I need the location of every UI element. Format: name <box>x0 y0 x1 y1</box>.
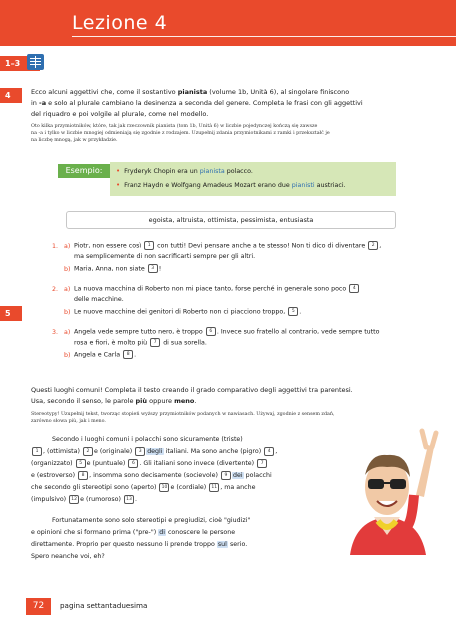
ex5-para1-line5: che secondo gli stereotipi sono (aperto) 10 e (cordiale) 11 , ma anche <box>31 484 256 491</box>
ex5-para1-line2: 1 , (ottimista) 2 e (originale) 3 degli italiani. Ma sono anche (pigro) 4 , <box>31 446 341 457</box>
answer-blank[interactable]: 13 <box>124 495 134 504</box>
item-1a-cont: ma semplicemente di non sacrificarti sempre per gli altri. <box>74 253 256 260</box>
page-number-text: pagina settantaduesima <box>60 601 148 610</box>
item-2a-cont: delle macchine. <box>74 296 124 303</box>
man-in-sunglasses-photo <box>330 425 444 555</box>
ex5-polish-line1: Stereotypy! Uzupełnij tekst, tworząc stopień wyższy przymiotników podanych w nawiasach. Używaj, zgodnie z sensem zdań, <box>31 412 335 417</box>
word-bank: egoista, altruista, ottimista, pessimista, entusiasta <box>66 211 396 229</box>
answer-blank[interactable]: 4 <box>264 447 274 456</box>
example-line-1: • Fryderyk Chopin era un pianista polacco. <box>116 167 253 175</box>
item-3b: b) Angela e Carla 8 . <box>64 351 137 359</box>
answer-blank[interactable]: 6 <box>128 459 138 468</box>
ex4-instruction-line2: in -a e solo al plurale cambiano la desinenza a seconda del genere. Completa le frasi con gli aggettivi <box>31 99 363 107</box>
example-label: Esempio: <box>58 164 110 178</box>
answer-blank[interactable]: 8 <box>78 471 88 480</box>
answer-blank[interactable]: 5 <box>288 307 298 316</box>
answer-blank[interactable]: 10 <box>159 483 169 492</box>
ex5-para2-line3: direttamente. Proprio per questo nessuno li prende troppo sul serio. <box>31 541 248 548</box>
answer-blank[interactable]: 3 <box>135 447 145 456</box>
answer-blank[interactable]: 2 <box>368 241 378 250</box>
tab-exercises-1-3: 1–3 <box>0 56 40 71</box>
item-1a: 1. a) Piotr, non essere così 1 con tutti! Devi pensare anche a te stesso! Non ti dico di diventare 2 , <box>52 242 382 250</box>
answer-blank[interactable]: 7 <box>257 459 267 468</box>
answer-blank[interactable]: 3 <box>148 264 158 273</box>
ex4-polish-line2: na -a i tylko w liczbie mnogiej odmieniają się zgodnie z rodzajem. Uzupełnij zdania przymiotnikami z ramki i przekształć je <box>31 131 330 136</box>
item-1b: b) Maria, Anna, non siate 3 ! <box>64 265 162 273</box>
ex5-para1-line1: Secondo i luoghi comuni i polacchi sono sicuramente (triste) <box>52 436 243 443</box>
answer-blank[interactable]: 1 <box>144 241 154 250</box>
ex4-instruction-line3: del riquadro e poi volgile al plurale, come nel modello. <box>31 110 209 118</box>
item-2a: 2. a) La nuova macchina di Roberto non mi piace tanto, forse perché in generale sono poco 4 <box>52 284 442 295</box>
ex4-polish-line1: Oto kilka przymiotników, które, tak jak rzeczownik pianista (tom 1b, Unità 6) w liczbie pojedynczej kończą się zawsze <box>31 124 318 129</box>
ex5-para2-line2: e opinioni che si formano prima ("pre-") di conoscere le persone <box>31 529 236 536</box>
example-box <box>110 162 396 196</box>
exercise-number-5: 5 <box>0 306 22 321</box>
answer-blank[interactable]: 9 <box>221 471 231 480</box>
ex5-para1-line3: (organizzato) 5 e (puntuale) 6 . Gli italiani sono invece (divertente) 7 <box>31 458 341 469</box>
answer-blank[interactable]: 7 <box>150 338 160 347</box>
header-rule <box>72 36 456 37</box>
ex4-instruction-line1: Ecco alcuni aggettivi che, come il sostantivo pianista (volume 1b, Unità 6), al singolare finiscono <box>31 88 350 96</box>
ex5-para2-line4: Spero neanche voi, eh? <box>31 553 105 560</box>
answer-blank[interactable]: 12 <box>69 495 79 504</box>
answer-blank[interactable]: 8 <box>123 350 133 359</box>
ex4-polish-line3: na liczbę mnogą, jak w przykładzie. <box>31 138 118 143</box>
ex5-para1-line4: e (estroverso) 8 , insomma sono decisamente (socievole) 9 dei polacchi <box>31 472 272 479</box>
ex5-para2-line1: Fortunatamente sono solo stereotipi e pregiudizi, cioè "giudizi" <box>52 517 251 524</box>
answer-blank[interactable]: 5 <box>76 459 86 468</box>
answer-blank[interactable]: 1 <box>32 447 42 456</box>
item-2b: b) Le nuove macchine dei genitori di Roberto non ci piacciono troppo, 5 . <box>64 308 302 316</box>
page-number: 72 <box>26 598 51 615</box>
item-3a: 3. a) Angela vede sempre tutto nero, è troppo 6 . Invece suo fratello al contrario, vede sempre tutto <box>52 328 380 336</box>
book-icon <box>27 54 44 70</box>
answer-blank[interactable]: 11 <box>209 483 219 492</box>
example-line-2: • Franz Haydn e Wolfgang Amadeus Mozart erano due pianisti austriaci. <box>116 181 346 189</box>
ex5-instruction-line1: Questi luoghi comuni! Completa il testo creando il grado comparativo degli aggettivi tra parentesi. <box>31 386 353 394</box>
lesson-title: Lezione 4 <box>72 12 168 34</box>
item-3a-cont: rosa e fiori, è molto più 7 di sua sorella. <box>74 339 207 347</box>
answer-blank[interactable]: 6 <box>206 327 216 336</box>
ex5-polish-line2: zarówno słowa più, jak i meno. <box>31 419 106 424</box>
ex5-para1-line6: (impulsivo) 12 e (rumoroso) 13 . <box>31 496 137 503</box>
answer-blank[interactable]: 2 <box>83 447 93 456</box>
lesson-header <box>0 0 456 46</box>
answer-blank[interactable]: 4 <box>349 284 359 293</box>
exercise-number-4: 4 <box>0 88 22 103</box>
ex5-instruction-line2: Usa, secondo il senso, le parole più oppure meno. <box>31 397 197 405</box>
